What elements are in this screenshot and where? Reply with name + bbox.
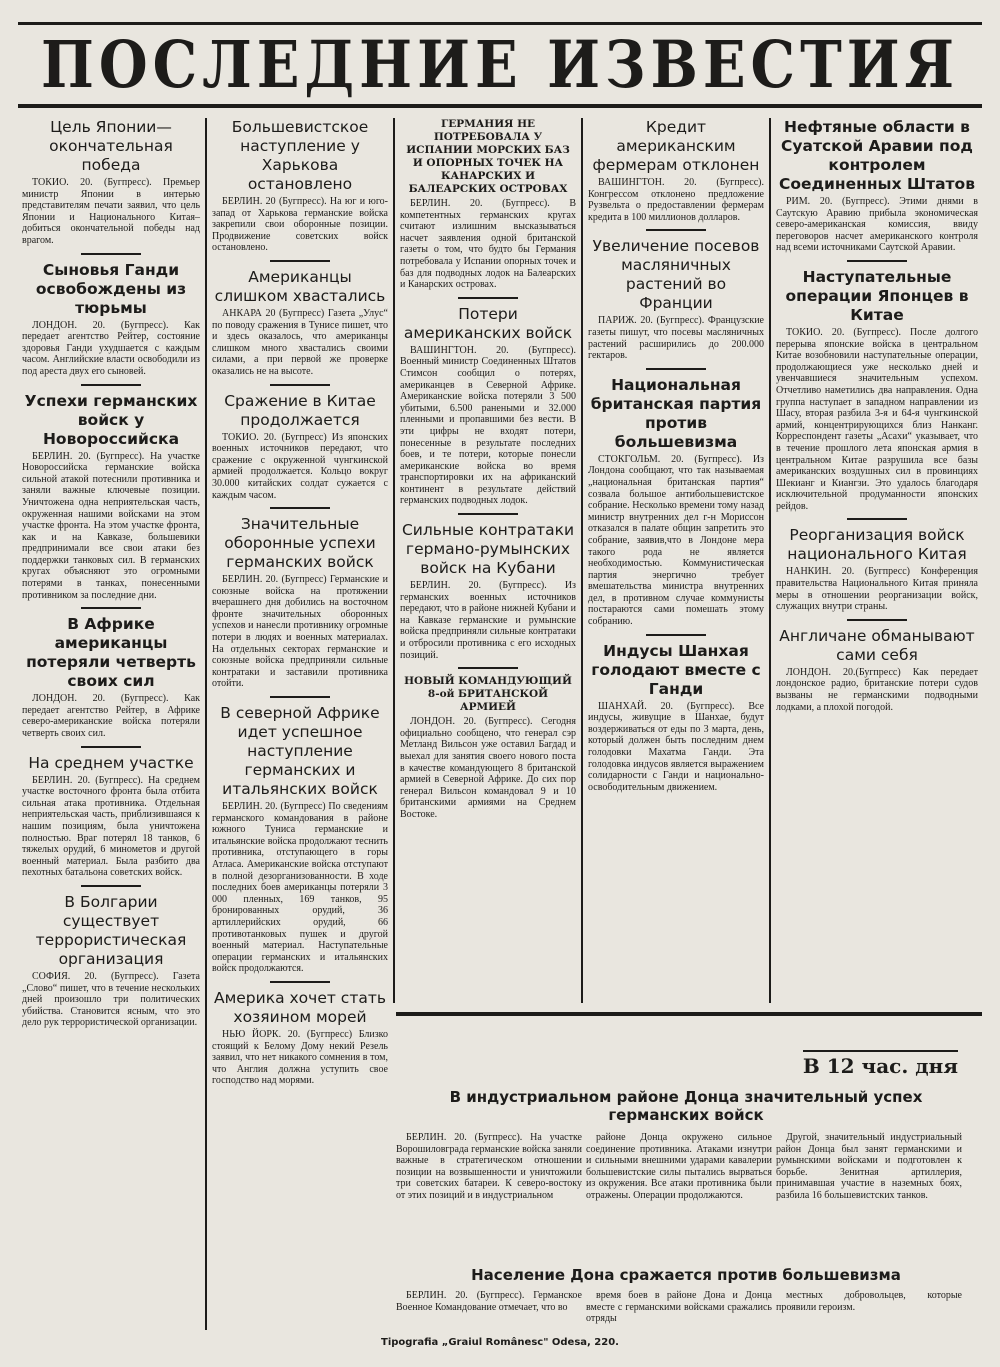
headline: В Африке американцы потеряли четверть своих сил [26,615,196,691]
headline: Сражение в Китае продолжается [224,391,376,429]
article [22,893,200,1029]
newspaper-page [18,22,982,1347]
noon-article-1 [396,1132,982,1202]
headline: Большевистское наступление у Харькова остановлено [231,118,369,193]
headline: Сильные контратаки германо-румынских войск на Кубани [401,521,575,578]
headline: Англичане обманывают сами себя [779,626,975,664]
article-body: НЬЮ ЙОРК. 20. (Бугпресс) Близко стоящий к Белому Дому некий Резель заявил, что нет никакого сомнения в том, что Англия должна уступить свое господство над морями. [212,1028,388,1087]
article-body: БЕРЛИН. 20. (Бугпресс). На участке Ворошиловграда германские войска заняли важные в стратегическом отношении позиции на возвышенности и уничтожили три советских батареи. К северо-востоку от этих позиций и в индустриальном [396,1132,582,1201]
headline: Кредит американским фермерам отклонен [592,118,760,174]
separator [458,513,518,515]
article-body: АНКАРА 20 (Бугпресс) Газета „Улус“ по поводу сражения в Тунисе пишет, что и здесь оказалось, что американцы слишком много хвастались своими силами, а при первой же проверке оказались не на высоте. [212,307,388,377]
article-body: БЕРЛИН. 20. (Бугпресс). Из германских военных источников передают, что в районе нижней Кубани и на Кавказе германские и румынские войска предприняли сильные контратаки и отбросили противника с его исходных позиций. [400,580,576,661]
article-body: БЕРЛИН. 20 (Бугпресс). На юг и юго-запад от Харькова германские войска закрепили свои оборонные позиции. Продвижение советских войск остановлено. [212,196,388,254]
column-rule [393,118,395,1003]
article-body: РИМ. 20. (Бугпресс). Этими днями в Саутскую Аравию прибыла экономическая северо-американская комиссия, ввиду переговоров насчет американского контроля над всеми источниками Саутской Аравии. [776,196,978,254]
headline: Сыновья Ганди освобождены из тюрьмы [35,260,187,317]
article-body: ТОКИО. 20. (Бугпресс) Из японских военных источников передают, что сражение с окруженной чунгкинской армией продолжается. Кольцо вокруг 30.000 китайских солдат сужается с каждым часом. [212,431,388,501]
article [212,118,388,254]
article-body: ШАНХАЙ. 20. (Бугпресс). Все индусы, живущие в Шанхае, будут воздерживаться от еды по 3 марта, день, который должен быть последним днем голодовки Махатма Ганди. Эта голодовка индусов является выражением солидарности с Ганди и национально-освободительным движением. [588,700,764,793]
separator [270,260,330,262]
headline: НОВЫЙ КОМАНДУЮЩИЙ 8-ой БРИТАНСКОЙ АРМИЕЙ [404,675,572,714]
article-body: БЕРЛИН. 20. (Бугпресс). В компетентных германских кругах считают излишним высказываться насчет заявления одной британской газеты о том, что будто бы Германия потребовала у Испании опорных точек и баз для подводных лодок на Балеарских и Канарских островах. [400,198,576,291]
article-body: ВАШИНГТОН. 20. (Бугпресс). Конгрессом отклонено предложение Рузвельта о предоставлении фермерам кредита в 100 миллионов долларов. [588,177,764,223]
article [212,515,388,690]
article-body: НАНКИН. 20. (Бугпресс) Конференция правительства Национального Китая приняла меры в отношении реорганизации войск, служащих внутри страны. [776,566,978,613]
article [212,392,388,502]
article [588,376,764,628]
column-1 [18,118,204,1323]
separator [847,518,907,520]
article-body: БЕРЛИН. 20. (Бугпресс). Германское Военное Командование отмечает, что во [396,1290,582,1313]
article-body: БЕРЛИН. 20. (Бугпресс). На участке Новороссийска германские войска сильной атакой потеснили противника и заняли важные ключевые позиции. Уничтожена одна неприятельская часть, окруженная нашими войсками на этом участке фронта. На этом участке фронта, как и на Кавказе, большевики предпринимали все свои атаки без поддержки танковых сил. В германских кругах объясняют это огромными потерями в танках, понесенными противником за последние дни. [22,450,200,601]
headline: Потери американских войск [403,304,573,342]
separator [458,297,518,299]
headline: Цель Японии—окончательная победа [49,118,173,174]
headline: На среднем участке [28,753,194,772]
noon-label: В 12 час. дня [803,1050,958,1078]
article-body: ВАШИНГТОН. 20. (Бугпресс). Военный министр Соединенных Штатов Стимсон сообщил о потерях, американцев в Северной Африке. Американские войска потеряли 3 500 убитыми, 6.500 ранеными и 32.000 пленными и пропавшими без вести. В эти цифры не входят потери, понесенные в результате последних боев, и те потери, которые понесли американские войска во время транспортировки их на африканский континент в результате действий германских подводных лодок. [400,344,576,507]
separator [847,619,907,621]
article [22,392,200,602]
article-body: ПАРИЖ. 20. (Бугпресс). Французские газеты пишут, что посевы масляничных растений расширились до 200.000 гектаров. [588,315,764,362]
noon-headline: В индустриальном районе Донца значительный успех германских войск [449,1088,923,1124]
separator [646,368,706,370]
article [588,237,764,361]
article [400,675,576,820]
column-rule [205,118,207,1330]
separator [646,634,706,636]
article [588,642,764,794]
separator [270,384,330,386]
noon-article-2 [396,1290,982,1325]
headline: ГЕРМАНИЯ НЕ ПОТРЕБОВАЛА У ИСПАНИИ МОРСКИХ БАЗ И ОПОРНЫХ ТОЧЕК НА КАНАРСКИХ И БАЛЕАРСКИХ ОСТРОВАХ [406,118,570,195]
masthead-title: ПОСЛЕДНИЕ ИЗВЕСТИЯ [40,26,960,103]
noon-news-section [396,1012,982,1332]
headline: Национальная британская партия против большевизма [590,375,762,451]
separator [81,746,141,748]
headline: Наступательные операции Японцев в Китае [785,267,969,324]
column-2 [208,118,392,1323]
headline: Америка хочет стать хозяином морей [213,988,387,1026]
article [776,526,978,612]
article [776,627,978,713]
article-body: БЕРЛИН. 20. (Бугпресс) Германские и союзные войска на протяжении вчерашнего дня добились на восточном фронте значительных оборонных успехов и нанесли противнику огромные потери в людях и военных материалах. На отдельных секторах германские и союзные войска предприняли сильные контратаки и заставили противника отойти. [212,574,388,690]
separator [646,229,706,231]
article-body: СТОКГОЛЬМ. 20. (Бугпресс). Из Лондона сообщают, что так называемая „национальная британская партия“ созвала большое антибольшевистское собрание. Несколько времени тому назад министр внутренних дел г-н Мориссон отказался в палате общин запретить это собрание, заявив,что в Лондоне мера такого рода не является необходимостью. Коммунистическая партия энергично требует вмешательства министра внутренних дел, в противном случае коммунисты постараются сами помешать этому собранию. [588,453,764,628]
article-body: ЛОНДОН. 20. (Бугпресс). Сегодня официально сообщено, что генерал сэр Метланд Вильсон уже оставил Багдад и выехал для занятия своего нового поста в качестве командующего 8 британской армией в Северной Африке. До сих пор генерал Вильсон командовал 9 и 10 британскими армиями на Среднем Востоке. [400,716,576,820]
article [212,704,388,975]
article [212,268,388,378]
printer-imprint: Tipografia „Graiul Românesc" Odesa, 220. [381,1337,619,1348]
article [400,305,576,507]
separator [458,667,518,669]
separator [270,507,330,509]
article [400,118,576,291]
headline: Увеличение посевов масляничных растений во Франции [592,237,760,313]
article-body: ЛОНДОН. 20.(Бугпресс) Как передает лондонское радио, британские потери судов вызваны не германскими подводными лодками, а плохой погодой. [776,666,978,713]
separator [270,696,330,698]
article-body: ТОКИО. 20. (Бугпресс). После долгого перерыва японские войска в центральном Китае возобновили наступательные операции, продолжающиеся уже несколько дней и увенчавшиеся значительным успехом. Отчетливо наметились два направления. Одна группа наступает в западном направлении из Шасу, вторая разбила 3-я и 64-я чунгкинской армий, концентрирующихся близ Нанканг. Корреспондент газеты „Асахи“ указывает, что в течение прошлого лета японская армия в центральном Китае разрушила все базы американских воздушных сил в провинциях Шекианг и Киангзи. Это удалось благодаря исключительной продуманности японских рейдов. [776,326,978,512]
article-body: БЕРЛИН. 20. (Бугпресс). На среднем участке восточного фронта была отбита сильная атака противника. Отдельная неприятельская часть, приблизившаяся к нашим позициям, была уничтожена полностью. Враг потерял 18 танков, 6 тяжелых орудий, 6 минометов и другой военный материал. Была разбито два пехотных батальона советских войск. [22,774,200,879]
separator [81,885,141,887]
article-body: ТОКИО. 20. (Бугпресс). Премьер министр Японии в интерью представителям печати заявил, что цель Японии и Национального Китая–добиться окончательной победы над врагом. [22,177,200,246]
article-body: районе Донца окружено сильное соединение противника. Атаками изнутри и сильными внешними ударами кавалерии большевистские силы пытались вырваться из окружения. Все атаки противника были отражены. Операции продолжаются. [586,1132,772,1201]
article [22,754,200,879]
article [776,118,978,254]
separator [81,384,141,386]
column-rule [581,118,583,1003]
headline: Американцы слишком хвастались [214,267,386,305]
headline: В Болгарии существует террористическая организация [35,892,187,968]
article-body: Другой, значительный индустриальный район Донца был занят германскими и румынскими войсками и подготовлен к борьбе. Зенитная артиллерия, принимавшая участие в наземных боях, разбила 16 большевистских танков. [776,1132,962,1201]
masthead [18,22,982,108]
column-rule [769,118,771,1003]
article [212,989,388,1087]
separator [270,981,330,983]
article-body: ЛОНДОН. 20. (Бугпресс). Как передает агентство Рейтер, в Африке северо-американские войска потеряли четверть своих сил. [22,693,200,740]
headline: Успехи германских войск у Новороссийска [24,391,198,448]
article-body: СОФИЯ. 20. (Бугпресс). Газета „Слово“ пишет, что в течение нескольких дней произошло три политических убийства. Становится ясным, что это дело рук террористической организации. [22,970,200,1029]
headline: Индусы Шанхая голодают вместе с Ганди [591,641,761,698]
article [22,261,200,378]
headline: Реорганизация войск национального Китая [787,526,967,564]
separator [847,260,907,262]
headline: Нефтяные области в Суатской Аравии под контролем Соединенных Штатов [779,118,975,193]
noon-headline-2: Население Дона сражается против большевизма [471,1266,901,1284]
separator [81,607,141,609]
article [588,118,764,223]
headline: Значительные оборонные успехи германских войск [224,515,376,572]
article [22,118,200,247]
article-body: время боев в районе Дона и Донца вместе с германскими войсками сражались отряды [586,1290,772,1325]
headline: В северной Африке идет успешное наступление германских и итальянских войск [220,704,380,799]
article-body: местных добровольцев, которые проявили героизм. [776,1290,962,1313]
article [22,615,200,739]
article [776,268,978,513]
article-body: ЛОНДОН. 20. (Бугпресс). Как передает агентство Рейтер, состояние здоровья Ганди ухудшается с каждым часом. Английские власти освободили из под ареста двух его сыновей. [22,319,200,377]
article-body: БЕРЛИН. 20. (Бугпресс) По сведениям германского командования в районе южного Туниса германские и итальянские войска продолжают теснить противника, отступающего в горы Атласа. Американские войска отступают в полной дезорганизованности. В ходе последних боев американцы потеряли 3 000 пленных, 169 танков, 95 бронированных орудий, 36 артиллерийских орудий, 66 противотанковых пушек и другой военный материал. Наступательные операции германских и итальянских войск продолжаются. [212,801,388,975]
article [400,521,576,661]
separator [81,253,141,255]
